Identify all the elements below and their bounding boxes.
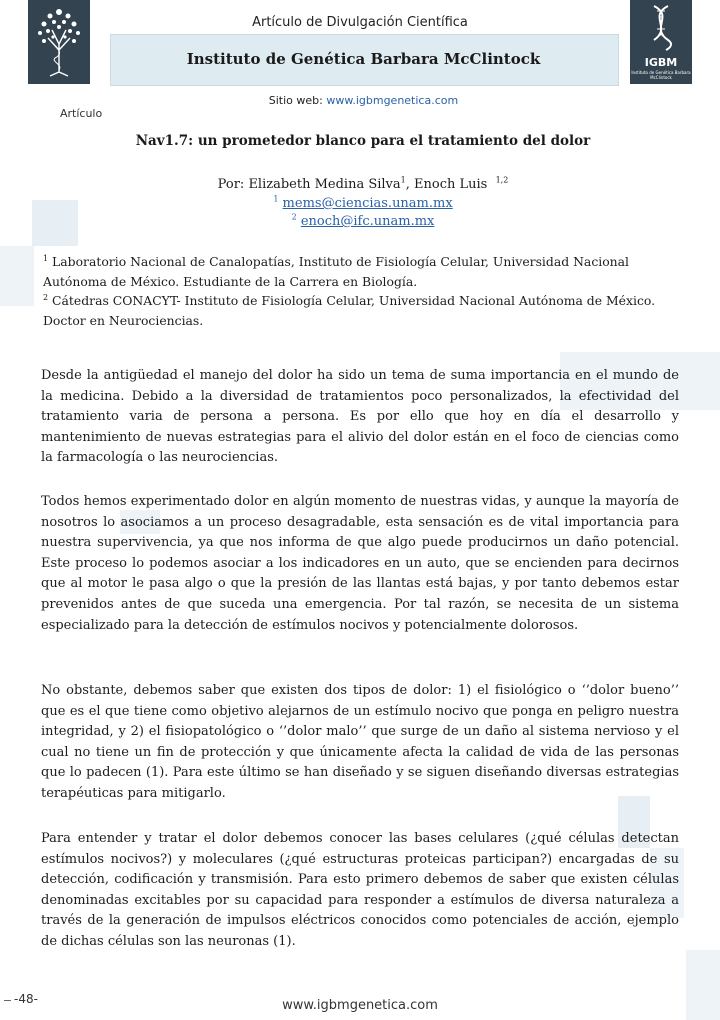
website-line [110, 94, 617, 107]
logo-text: IGBM [644, 56, 678, 69]
author-name: Enoch Luis [414, 177, 488, 192]
author-email-line [40, 214, 686, 229]
author-name: Elizabeth Medina Silva [248, 177, 401, 192]
affiliation-marker: 2 [43, 292, 49, 302]
body-paragraph: No obstante, debemos saber que existen dos tipos de dolor: 1) el fisiológico o ‘’dolor bueno’’ que es el que tiene como objetivo alejarnos de un estímulo nocivo que ponga en peligro nuestra integridad, y 2) el fisiopatológico o ‘’dolor malo’’ que surge de un daño al sistema nervioso y el cual no tiene un fin de protección y que únicamente afecta la calidad de vida de las personas que lo padecen (1). Para este último se han diseñado y se siguen diseñando diversas estrategias terapéuticas para mitigarlo. [41, 683, 679, 801]
author-affiliation-marker: 1,2 [495, 175, 509, 185]
tree-icon [28, 0, 90, 84]
affiliation-text: Cátedras CONACYT- Instituto de Fisiología Celular, Universidad Nacional Autónoma de México. Doctor en Neurociencias. [43, 293, 656, 328]
email-marker: 1 [273, 194, 279, 204]
website-link[interactable]: www.igbmgenetica.com [326, 94, 459, 107]
author-email-link[interactable]: mems@ciencias.unam.mx [282, 196, 453, 211]
author-line [40, 177, 686, 192]
affiliation-text: Laboratorio Nacional de Canalopatías, Instituto de Fisiología Celular, Universidad Nacional Autónoma de México. Estudiante de la Carrera en Biología. [43, 254, 630, 289]
institute-name: Instituto de Genética Barbara McClintock [186, 50, 541, 68]
author-email-line [40, 196, 686, 211]
logo-subtitle: Instituto de Genética Barbara McClintock [631, 70, 691, 80]
author-separator: , [405, 177, 415, 192]
publication-type-label: Artículo de Divulgación Científica [252, 15, 468, 30]
background-decoration [686, 950, 720, 1020]
institute-logo-igbm [630, 0, 692, 84]
footer-website[interactable]: www.igbmgenetica.com [282, 998, 438, 1013]
page-number-dash [4, 1000, 11, 1001]
authors-prefix: Por: [217, 177, 249, 192]
body-paragraph: Para entender y tratar el dolor debemos conocer las bases celulares (¿qué células detectan estímulos nocivos?) y moleculares (¿qué estructuras proteicas participan?) encargadas de su detección, codificación y transmisión. Para esto primero debemos de saber que existen células denominadas excitables por su capacidad para responder a estímulos de diversa naturaleza a través de la generación de impulsos eléctricos conocidos como potenciales de acción, ejemplo de dichas células son las neuronas (1). [41, 831, 679, 949]
body-paragraph: Todos hemos experimentado dolor en algún momento de nuestras vidas, y aunque la mayoría de nosotros lo asociamos a un proceso desagradable, esta sensación es de vital importancia para nuestra supervivencia, ya que nos informa de que algo puede producirnos un daño potencial. Este proceso lo podemos asociar a los indicadores en un auto, que se encienden para decirnos que al motor le pasa algo o que la presión de las llantas está bajas, y por tanto debemos estar prevenidos antes de que suceda una emergencia. Por tal razón, se necesita de un sistema especializado para la detección de estímulos nocivos y potencialmente dolorosos. [41, 494, 679, 633]
author-email-link[interactable]: enoch@ifc.unam.mx [300, 214, 435, 229]
body-paragraph: Desde la antigüedad el manejo del dolor ha sido un tema de suma importancia en el mundo de la medicina. Debido a la diversidad de tratamientos poco personalizados, la efectividad del tratamiento varia de persona a persona. Es por ello que hoy en día el desarrollo y mantenimiento de nuevas estrategias para el alivio del dolor están en el foco de ciencias como la farmacología o las neurociencias. [41, 368, 679, 466]
affiliation [43, 291, 683, 330]
affiliation-marker: 1 [43, 253, 49, 263]
institute-logo-tree [28, 0, 90, 84]
website-prefix: Sitio web: [268, 94, 327, 107]
page-number: -48- [14, 992, 38, 1006]
affiliation [43, 252, 683, 291]
article-title: Nav1.7: un prometedor blanco para el tratamiento del dolor [135, 133, 591, 149]
section-label: Artículo [60, 107, 103, 120]
email-marker: 2 [291, 212, 297, 222]
author-affiliation-marker: 1 [400, 175, 406, 185]
background-decoration [0, 246, 34, 306]
